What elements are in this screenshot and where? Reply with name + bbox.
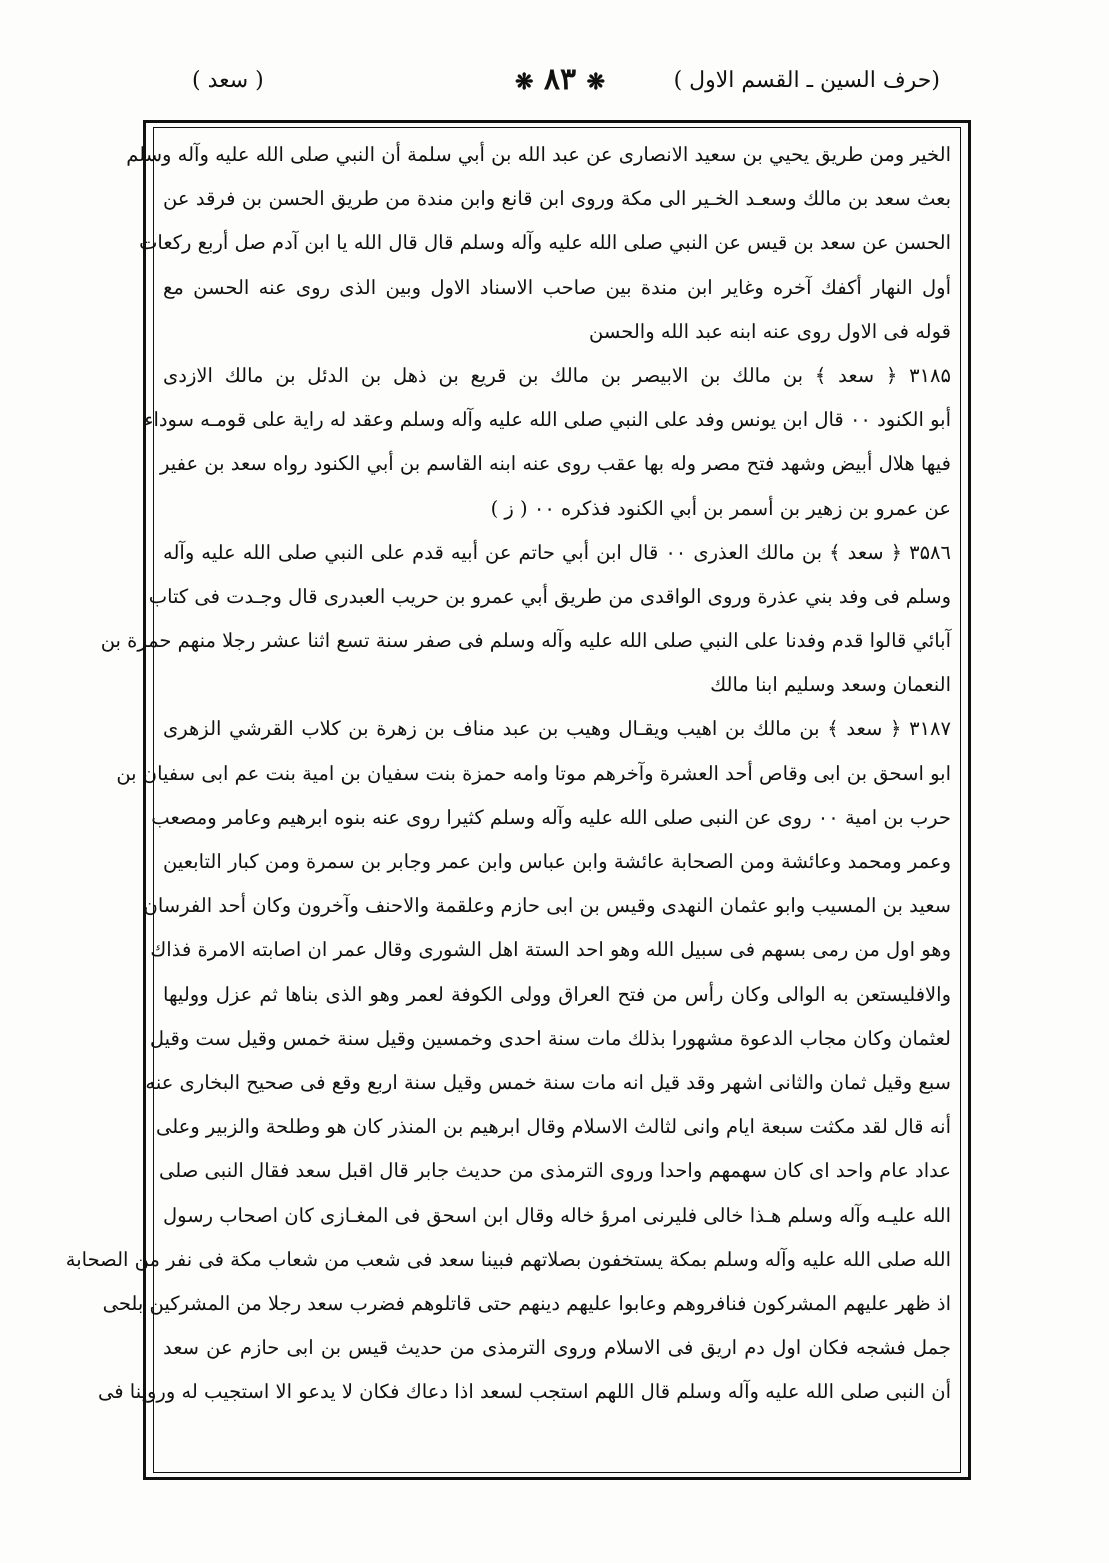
text-line: أن النبى صلى الله عليه وآله وسلم قال اللهم استجب لسعد اذا دعاك فكان لا يدعو الا استجيب له وروينا فى: [97, 1380, 951, 1404]
text-line: سعيد بن المسيب وابو عثمان النهدى وقيس بن ابى حازم وعلقمة والاحنف وآخرون وكان أحد الفرسان: [143, 894, 951, 918]
page-number-value: ۸۳: [543, 62, 577, 97]
text-line: أبو الكنود ٠٠ قال ابن يونس وفد على النبي صلى الله عليه وآله وسلم وعقد له راية على قومـه سوداء: [144, 408, 951, 432]
page-number: [505, 62, 615, 97]
text-line: وسلم فى وفد بني عذرة وروى الواقدى من طريق أبي عمرو بن حريب العبدرى قال وجـدت فى كتاب: [148, 584, 951, 608]
text-line: الحسن عن سعد بن قيس عن النبي صلى الله عليه وآله وسلم قال قال الله يا ابن آدم صل أربع ركعات: [139, 231, 951, 255]
text-line: سبع وقيل ثمان والثانى اشهر وقد قيل انه مات سنة خمس وقيل سنة اربع وقع فى صحيح البخارى عنه: [145, 1070, 951, 1094]
text-line: أول النهار أكفك آخره وغاير ابن مندة بين صاحب الاسناد الاول وبين الذى روى عنه الحسن مع: [163, 275, 951, 299]
text-line: اذ ظهر عليهم المشركون فنافروهم وعابوا عليهم دينهم حتى قاتلوهم فضرب سعد رجلا من المشركين بلحى: [102, 1291, 951, 1315]
section-title: (حرف السين ـ القسم الاول ): [673, 68, 940, 93]
text-line: ۳۱۸۷ ﴿ سعد ﴾ بن مالك بن اهيب ويقـال وهيب بن عبد مناف بن زهرة بن كلاب القرشي الزهرى: [163, 717, 951, 741]
ornament-icon: ❋: [586, 69, 605, 95]
text-body: [65, 133, 951, 1414]
text-line: آبائي قالوا قدم وفدنا على النبي صلى الله عليه وآله وسلم فى صفر سنة تسع اثنا عشر رجلا منهم حمزة بن: [100, 629, 951, 653]
text-line: عن عمرو بن زهير بن أسمر بن أبي الكنود فذكره ٠٠ ( ز ): [490, 496, 951, 520]
text-line: قوله فى الاول روى عنه ابنه عبد الله والحسن: [589, 319, 951, 343]
text-line: ۳۵۸٦ ﴿ سعد ﴾ بن مالك العذرى ٠٠ قال ابن أبي حاتم عن أبيه قدم على النبي صلى الله عليه وآله: [163, 540, 951, 564]
text-line: وعمر ومحمد وعائشة ومن الصحابة عائشة وابن عباس وابن عمر وجابر بن سمرة ومن كبار التابعين: [163, 850, 951, 873]
text-line: عداد عام واحد اى كان سهمهم واحدا وروى الترمذى من حديث جابر قال اقبل سعد فقال النبى صلى: [159, 1159, 951, 1183]
text-line: النعمان وسعد وسليم ابنا مالك: [710, 673, 951, 697]
text-line: جمل فشجه فكان اول دم اريق فى الاسلام وروى الترمذى من حديث قيس بن ابى حازم عن سعد: [163, 1336, 951, 1360]
text-line: الله صلى الله عليه وآله وسلم بمكة يستخفون بصلاتهم فبينا سعد فى شعب من شعاب مكة فى نفر من الصحابة: [65, 1247, 951, 1271]
text-line: بعث سعد بن مالك وسعـد الخـير الى مكة وروى ابن قانع وابن مندة من طريق الحسن بن فرقد عن: [163, 187, 951, 211]
text-line: ۳۱۸۵ ﴿ سعد ﴾ بن مالك بن الابيصر بن مالك بن قريع بن ذهل بن الدئل بن مالك الازدى: [163, 363, 951, 387]
text-line: الله عليـه وآله وسلم هـذا خالى فليرنى امرؤ خاله وقال ابن اسحق فى المغـازى كان اصحاب رسول: [163, 1203, 951, 1227]
text-line: لعثمان وكان مجاب الدعوة مشهورا بذلك مات سنة احدى وخمسين وقيل سنة خمس وقيل ست وقيل: [149, 1026, 951, 1050]
text-line: فيها هلال أبيض وشهد فتح مصر وله بها عقب روى عنه ابنه القاسم بن أبي الكنود رواه سعد بن عفير: [159, 452, 951, 476]
entry-name: ( سعد ): [192, 68, 264, 93]
text-line: أنه قال لقد مكثت سبعة ايام وانى لثالث الاسلام وقال ابرهيم بن المنذر كان هو وطلحة والزبير وعلى: [155, 1115, 951, 1139]
text-line: والافليستعن به الوالى وكان رأس من فتح العراق وولى الكوفة لعمر وهو الذى بناها ثم عزل ووليها: [163, 982, 951, 1006]
page-header: [180, 62, 940, 112]
ornament-icon: ❋: [514, 69, 534, 95]
text-line: الخير ومن طريق يحيي بن سعيد الانصارى عن عبد الله بن أبي سلمة أن النبي صلى الله عليه وآله وسلم: [126, 143, 951, 166]
text-line: حرب بن امية ٠٠ روى عن النبى صلى الله عليه وآله وسلم كثيرا روى عنه بنوه ابرهيم وعامر ومصعب: [151, 805, 951, 829]
text-line: ابو اسحق بن ابى وقاص أحد العشرة وآخرهم موتا وامه حمزة بنت سفيان بن امية بنت عم ابى سفيان بن: [116, 761, 951, 785]
text-line: وهو اول من رمى بسهم فى سبيل الله وهو احد الستة اهل الشورى وقال عمر ان اصابته الامرة فذاك: [150, 938, 951, 962]
